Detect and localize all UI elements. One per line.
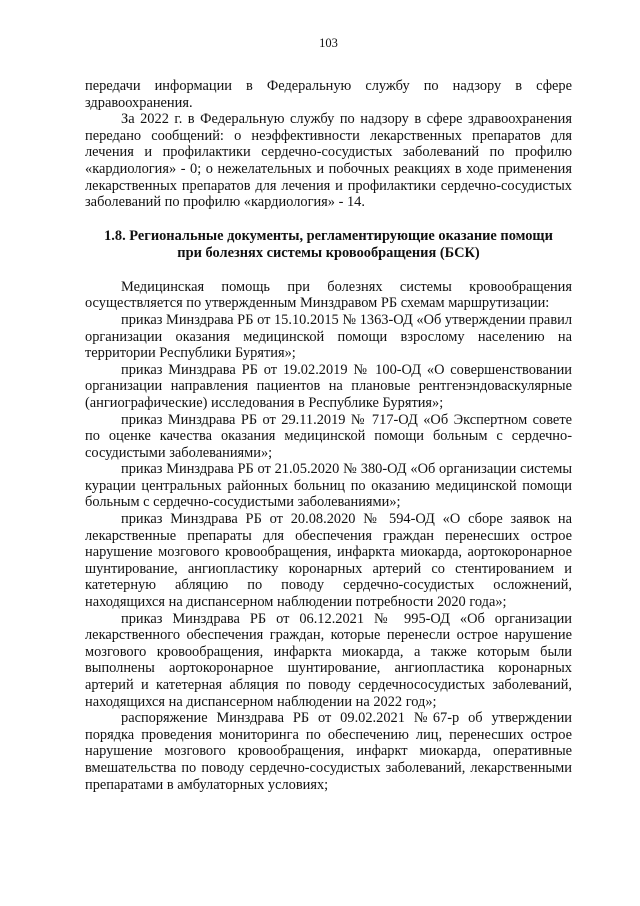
list-item-directive-67: распоряжение Минздрава РБ от 09.02.2021 №67-р об утверждении порядка проведения мониторинга по обеспечению лиц, перенесших острое нарушение мозгового кровообращения, инфаркт миокарда, оперативные вмешательства по поводу сердечно-сосудистых заболеваний, лекарственными препаратами в амбулаторных условиях; (85, 710, 572, 793)
list-item-order-995: приказ Минздрава РБ от 06.12.2021 № 995-ОД «Об организации лекарственного обеспечения граждан, которые перенесли острое нарушение мозгового кровообращения, инфаркта миокарда, а также которым были выполнены аортокоронарное шунтирование, ангиопластика коронарных артерий и катетерная абляция по поводу сердечнососудистых заболеваний, находящихся на диспансерном наблюдении на 2022 год»; (85, 610, 572, 710)
list-item-order-380: приказ Минздрава РБ от 21.05.2020 № 380-ОД «Об организации системы курации центральных районных больниц по оказанию медицинской помощи больным с сердечно-сосудистыми заболеваниями»; (85, 461, 572, 511)
list-item-order-594: приказ Минздрава РБ от 20.08.2020 № 594-ОД «О сборе заявок на лекарственные препараты для обеспечения граждан перенесших острое нарушение мозгового кровообращения, инфаркта миокарда, аортокоронарное шунтирование, ангиопластику коронарных артерий со стентированием и катетерную абляцию по поводу сердечно-сосудистых осложнений, находящихся на диспансерном наблюдении потребности 2020 года»; (85, 511, 572, 611)
paragraph-intro: Медицинская помощь при болезнях системы кровообращения осуществляется по утвержденным Минздравом РБ схемам маршрутизации: (85, 278, 572, 312)
list-item-order-100: приказ Минздрава РБ от 19.02.2019 № 100-ОД «О совершенствовании организации направления пациентов на плановые рентгенэндоваскулярные (ангиографические) исследования в Республике Бурятия»; (85, 361, 572, 411)
list-item-order-717: приказ Минздрава РБ от 29.11.2019 № 717-ОД «Об Экспертном совете по оценке качества оказания медицинской помощи больным с сердечно-сосудистыми заболеваниями»; (85, 411, 572, 461)
list-item-order-1363: приказ Минздрава РБ от 15.10.2015 № 1363-ОД «Об утверждении правил организации оказания медицинской помощи взрослому населению на территории Республики Бурятия»; (85, 311, 572, 362)
paragraph-report-stats: За 2022 г. в Федеральную службу по надзору в сфере здравоохранения передано сообщений: о неэффективности лекарственных препаратов для лечения и профилактики сердечно-сосудистых заболеваний по профилю «кардиология» - 0; о нежелательных и побочных реакциях в ходе применения лекарственных препаратов для лечения и профилактики сердечно-сосудистых заболеваний по профилю «кардиология» - 14. (85, 111, 572, 211)
section-heading-line-2: при болезнях системы кровообращения (БСК) (177, 244, 480, 261)
section-heading (85, 228, 572, 262)
section-heading-line-1: 1.8. Региональные документы, регламентирующие оказание помощи (104, 227, 553, 244)
paragraph-continuation: передачи информации в Федеральную службу по надзору в сфере здравоохранения. (85, 78, 572, 111)
page-number: 103 (319, 36, 338, 50)
document-page (85, 36, 572, 793)
